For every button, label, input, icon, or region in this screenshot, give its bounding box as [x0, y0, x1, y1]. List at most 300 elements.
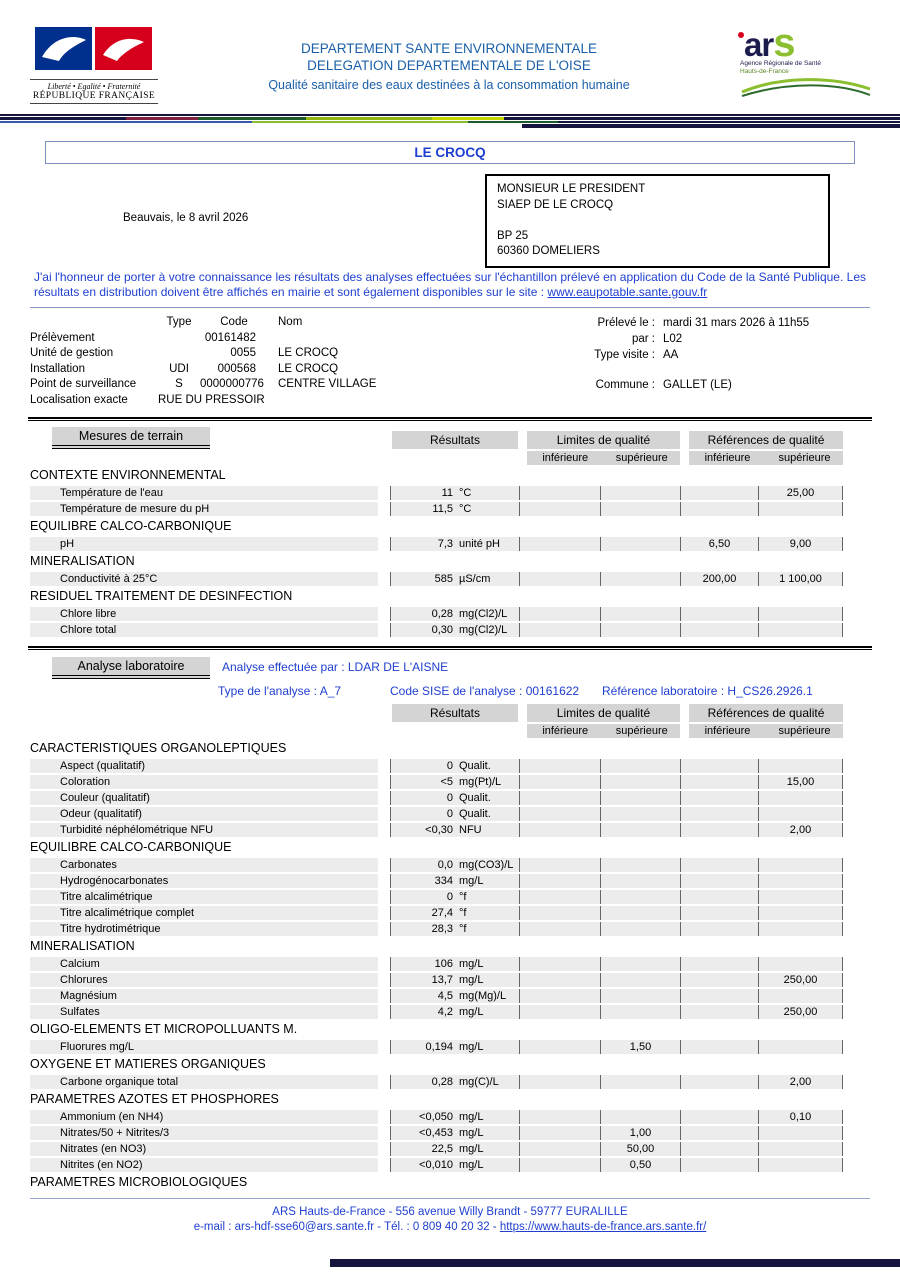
- sample-row-label: Unité de gestion: [30, 347, 114, 359]
- reference-superior-value: [758, 890, 843, 904]
- marianne-flag-icon: [34, 26, 154, 72]
- code-column-header: Code: [220, 316, 248, 328]
- intro-paragraph: [34, 270, 866, 299]
- limit-superior-value: [600, 1075, 680, 1089]
- result-unit: mg/L: [459, 875, 484, 887]
- limits-subheaders: [527, 724, 680, 738]
- sample-row-label: Localisation exacte: [30, 393, 128, 406]
- sampling-details: [560, 315, 870, 408]
- limit-inferior-value: [520, 537, 600, 551]
- result-cell: [390, 807, 520, 821]
- parameter-row: [30, 537, 843, 551]
- parameter-name: Couleur (qualitatif): [30, 791, 378, 805]
- parameter-row: [30, 759, 843, 773]
- limit-superior-value: [600, 922, 680, 936]
- parameter-row: [30, 775, 843, 789]
- parameter-group-header: PARAMETRES AZOTES ET PHOSPHORES: [30, 1092, 279, 1106]
- parameter-row: [30, 858, 843, 872]
- result-value: 28,3: [431, 923, 453, 935]
- result-unit: mg/L: [459, 974, 484, 986]
- parameter-row: [30, 1158, 843, 1172]
- limit-inferior-value: [520, 1126, 600, 1140]
- parameter-row: [30, 890, 843, 904]
- result-value: 22,5: [431, 1143, 453, 1155]
- limit-superior-value: [600, 989, 680, 1003]
- result-cell: [390, 890, 520, 904]
- sample-code-value: 0000000776: [200, 378, 264, 390]
- sample-info-row: [30, 331, 560, 347]
- lab-section-head: [30, 657, 900, 698]
- results-header: Résultats: [392, 704, 518, 722]
- column-gap: [378, 791, 390, 805]
- result-value: 0,28: [431, 608, 453, 620]
- parameter-group-header: CONTEXTE ENVIRONNEMENTAL: [30, 468, 226, 482]
- parameter-group-header: CARACTERISTIQUES ORGANOLEPTIQUES: [30, 741, 287, 755]
- terrain-section-label: Mesures de terrain: [52, 427, 210, 449]
- column-gap: [378, 607, 390, 621]
- reference-superior-subheader: supérieure: [778, 452, 831, 464]
- reference-inferior-value: [680, 1126, 758, 1140]
- reference-superior-value: 2,00: [758, 1075, 843, 1089]
- result-value: 106: [434, 958, 453, 970]
- parameter-row: [30, 973, 843, 987]
- reference-inferior-value: [680, 922, 758, 936]
- limit-superior-value: [600, 874, 680, 888]
- limit-inferior-value: [520, 1142, 600, 1156]
- sample-code-value: [200, 393, 268, 409]
- ars-wordmark: ars: [740, 28, 880, 60]
- parameter-row: [30, 486, 843, 500]
- result-value: 4,2: [437, 1006, 453, 1018]
- recipient-line: [497, 213, 818, 229]
- parameter-row: [30, 502, 843, 516]
- sample-row-label: Point de surveillance: [30, 378, 137, 390]
- parameter-row: [30, 1040, 843, 1054]
- type-column-header: Type: [166, 316, 192, 328]
- delegation-title: DELEGATION DEPARTEMENTALE DE L'OISE: [307, 58, 591, 73]
- sample-type-value: RUE DU PRESSOIR: [158, 393, 265, 406]
- result-cell: [390, 989, 520, 1003]
- column-gap: [378, 1142, 390, 1156]
- recipient-line: MONSIEUR LE PRESIDENT: [497, 183, 646, 195]
- column-gap: [378, 906, 390, 920]
- result-unit: unité pH: [459, 538, 500, 550]
- sample-row-label: Prélèvement: [30, 331, 95, 344]
- gov-republic-label: RÉPUBLIQUE FRANÇAISE: [30, 91, 158, 104]
- result-value: 13,7: [431, 974, 453, 986]
- result-cell: [390, 537, 520, 551]
- reference-superior-value: [758, 1158, 843, 1172]
- column-gap: [378, 572, 390, 586]
- heavy-divider: [28, 646, 872, 650]
- limit-inferior-value: [520, 775, 600, 789]
- parameter-row: [30, 1142, 843, 1156]
- reference-superior-value: [758, 623, 843, 637]
- result-value: 27,4: [431, 907, 453, 919]
- sample-code-value: 00161482: [204, 331, 256, 344]
- column-gap: [378, 1040, 390, 1054]
- reference-superior-value: 9,00: [758, 537, 843, 551]
- limit-superior-value: [600, 858, 680, 872]
- reference-inferior-value: [680, 502, 758, 516]
- result-value: 7,3: [437, 538, 453, 550]
- column-gap: [378, 1075, 390, 1089]
- result-unit: mg(Cl2)/L: [459, 624, 508, 636]
- reference-superior-value: [758, 957, 843, 971]
- result-unit: mg(Mg)/L: [459, 990, 507, 1002]
- column-gap: [378, 502, 390, 516]
- result-value: 585: [434, 573, 453, 585]
- limit-superior-value: 1,50: [600, 1040, 680, 1054]
- column-gap: [378, 957, 390, 971]
- reference-inferior-value: [680, 775, 758, 789]
- reference-superior-value: [758, 791, 843, 805]
- preleve-row: [560, 315, 870, 331]
- parameter-row: [30, 823, 843, 837]
- result-cell: [390, 874, 520, 888]
- terrain-table-body: [30, 467, 843, 637]
- result-value: <0,453: [419, 1127, 453, 1139]
- result-unit: °f: [459, 907, 467, 919]
- parameter-row: [30, 1075, 843, 1089]
- result-unit: mg/L: [459, 1041, 484, 1053]
- result-value: <0,050: [419, 1111, 453, 1123]
- result-cell: [390, 759, 520, 773]
- result-value: 0: [446, 891, 453, 903]
- limit-inferior-value: [520, 874, 600, 888]
- preleve-value: mardi 31 mars 2026 à 11h55: [663, 317, 810, 329]
- result-unit: mg/L: [459, 1143, 484, 1155]
- result-cell: [390, 775, 520, 789]
- limit-superior-value: [600, 1005, 680, 1019]
- heavy-divider: [28, 417, 872, 421]
- reference-superior-value: 250,00: [758, 973, 843, 987]
- ars-region-label: Hauts-de-France: [740, 68, 789, 75]
- document-subtitle: Qualité sanitaire des eaux destinées à la consommation humaine: [268, 78, 630, 92]
- stripe-green-blue: [0, 121, 900, 123]
- result-cell: [390, 1110, 520, 1124]
- sample-name-value: LE CROCQ: [278, 362, 339, 375]
- parameter-row: [30, 607, 843, 621]
- lab-analysis-meta: [218, 684, 900, 698]
- result-cell: [390, 922, 520, 936]
- reference-superior-value: [758, 1126, 843, 1140]
- parameter-row: [30, 874, 843, 888]
- result-cell: [390, 1040, 520, 1054]
- reference-inferior-value: [680, 989, 758, 1003]
- limit-superior-subheader: supérieure: [615, 725, 668, 737]
- result-unit: Qualit.: [459, 808, 491, 820]
- stripe-multicolor: [0, 117, 900, 120]
- parameter-row: [30, 572, 843, 586]
- reference-superior-value: [758, 922, 843, 936]
- commune-value: GALLET (LE): [663, 379, 732, 391]
- limit-superior-value: [600, 906, 680, 920]
- limit-inferior-value: [520, 572, 600, 586]
- result-unit: mg/L: [459, 1127, 484, 1139]
- sample-identification-table: [30, 315, 560, 408]
- sample-name-value: CENTRE VILLAGE: [278, 378, 377, 390]
- reference-superior-value: 2,00: [758, 823, 843, 837]
- references-subheaders: [689, 724, 843, 738]
- limit-inferior-value: [520, 957, 600, 971]
- column-gap: [378, 807, 390, 821]
- reference-superior-value: [758, 607, 843, 621]
- reference-superior-value: [758, 858, 843, 872]
- parameter-name: Turbidité néphélométrique NFU: [30, 823, 378, 837]
- column-gap: [378, 1005, 390, 1019]
- parameter-name: Température de l'eau: [30, 486, 378, 500]
- result-value: 0,0: [437, 859, 453, 871]
- parameter-row: [30, 957, 843, 971]
- preleve-label: Prélevé le :: [597, 317, 655, 329]
- result-cell: [390, 607, 520, 621]
- limit-superior-value: [600, 957, 680, 971]
- sample-name-value: [268, 393, 560, 409]
- network-title-box: LE CROCQ: [45, 141, 855, 164]
- quality-limits-header: Limites de qualité: [527, 431, 680, 449]
- result-unit: °C: [459, 503, 472, 515]
- reference-inferior-value: 200,00: [680, 572, 758, 586]
- parameter-row: [30, 1005, 843, 1019]
- reference-inferior-value: [680, 759, 758, 773]
- reference-superior-value: [758, 502, 843, 516]
- result-unit: mg/L: [459, 1159, 484, 1171]
- limit-superior-subheader: supérieure: [615, 452, 668, 464]
- sample-type-value: S: [175, 378, 183, 390]
- reference-inferior-value: 6,50: [680, 537, 758, 551]
- result-unit: mg(Pt)/L: [459, 776, 502, 788]
- par-value: L02: [663, 333, 683, 345]
- limit-inferior-value: [520, 973, 600, 987]
- lab-section-label: Analyse laboratoire: [52, 657, 210, 679]
- result-value: 0,194: [425, 1041, 453, 1053]
- document-titles: [158, 26, 740, 94]
- ars-website-link[interactable]: https://www.hauts-de-france.ars.sante.fr/: [499, 1221, 707, 1233]
- parameter-group-header: RESIDUEL TRAITEMENT DE DESINFECTION: [30, 589, 293, 603]
- footer-address: ARS Hauts-de-France - 556 avenue Willy Brandt - 59777 EURALILLE: [272, 1206, 628, 1218]
- result-unit: °f: [459, 891, 467, 903]
- footer-contact-text[interactable]: e-mail : ars-hdf-sse60@ars.sante.fr - Tél. : 0 809 40 20 32 -: [193, 1221, 500, 1233]
- limit-superior-value: [600, 890, 680, 904]
- result-value: <0,010: [419, 1159, 453, 1171]
- column-gap: [378, 775, 390, 789]
- parameter-group-header: MINERALISATION: [30, 554, 135, 568]
- intro-text: J'ai l'honneur de porter à votre connaissance les résultats des analyses effectuées sur l'échantillon prélevé en application du Code de la Santé Publique. Les résultats en distribution doivent être affichés en mairie et sont également disponibles sur le site :: [34, 270, 866, 299]
- reference-inferior-value: [680, 1158, 758, 1172]
- parameter-name: Magnésium: [30, 989, 378, 1003]
- result-cell: [390, 973, 520, 987]
- reference-inferior-value: [680, 807, 758, 821]
- limit-inferior-value: [520, 1158, 600, 1172]
- reference-inferior-value: [680, 874, 758, 888]
- limit-superior-value: [600, 1110, 680, 1124]
- result-unit: Qualit.: [459, 792, 491, 804]
- reference-inferior-value: [680, 858, 758, 872]
- lab-sise-code: Code SISE de l'analyse : 00161622: [390, 684, 580, 698]
- type-visite-row: [560, 347, 870, 363]
- parameter-name: Carbonates: [30, 858, 378, 872]
- sample-info-row: [30, 393, 560, 409]
- limit-inferior-value: [520, 858, 600, 872]
- parameter-name: Fluorures mg/L: [30, 1040, 378, 1054]
- result-value: 0: [446, 792, 453, 804]
- references-subheaders: [689, 451, 843, 465]
- recipient-line: BP 25: [497, 229, 529, 242]
- parameter-name: Nitrates/50 + Nitrites/3: [30, 1126, 378, 1140]
- parameter-name: pH: [30, 537, 378, 551]
- result-value: 0,28: [431, 1076, 453, 1088]
- parameter-name: Titre alcalimétrique: [30, 890, 378, 904]
- limit-superior-value: [600, 973, 680, 987]
- result-value: 334: [434, 875, 453, 887]
- commune-label: Commune :: [595, 379, 655, 391]
- result-unit: mg/L: [459, 1006, 484, 1018]
- parameter-group-header: EQUILIBRE CALCO-CARBONIQUE: [30, 840, 232, 854]
- limit-superior-value: 0,50: [600, 1158, 680, 1172]
- par-row: [560, 331, 870, 347]
- parameter-group-header: PARAMETRES MICROBIOLOGIQUES: [30, 1175, 248, 1189]
- limit-superior-value: [600, 537, 680, 551]
- limit-superior-value: [600, 775, 680, 789]
- sample-code-value: 000568: [217, 362, 256, 375]
- gov-motto: Liberté • Egalité • Fraternité: [30, 79, 158, 91]
- result-cell: [390, 502, 520, 516]
- reference-inferior-value: [680, 1005, 758, 1019]
- parameter-group-header: EQUILIBRE CALCO-CARBONIQUE: [30, 519, 232, 533]
- reference-superior-value: [758, 989, 843, 1003]
- lab-table-body: [30, 740, 843, 1191]
- parameter-name: Température de mesure du pH: [30, 502, 378, 516]
- reference-inferior-value: [680, 1075, 758, 1089]
- result-cell: [390, 906, 520, 920]
- sample-info-row: [30, 377, 560, 393]
- page-header: [0, 0, 900, 104]
- reference-inferior-value: [680, 623, 758, 637]
- limit-inferior-value: [520, 623, 600, 637]
- parameter-row: [30, 807, 843, 821]
- limit-superior-value: [600, 807, 680, 821]
- limits-subheaders: [527, 451, 680, 465]
- bottom-navy-bar: [330, 1259, 900, 1267]
- reference-inferior-value: [680, 607, 758, 621]
- parameter-name: Titre alcalimétrique complet: [30, 906, 378, 920]
- column-gap: [378, 486, 390, 500]
- reference-inferior-value: [680, 486, 758, 500]
- column-gap: [378, 1110, 390, 1124]
- result-cell: [390, 623, 520, 637]
- parameter-row: [30, 989, 843, 1003]
- sample-code-value: 0055: [230, 347, 256, 359]
- quality-references-header: Références de qualité: [689, 704, 843, 722]
- reference-superior-value: [758, 759, 843, 773]
- result-cell: [390, 572, 520, 586]
- parameter-row: [30, 791, 843, 805]
- limit-inferior-value: [520, 1040, 600, 1054]
- lab-analysis-type: Type de l'analyse : A_7: [218, 684, 342, 698]
- result-unit: mg(CO3)/L: [459, 859, 514, 871]
- commune-row: [560, 377, 870, 393]
- column-gap: [378, 922, 390, 936]
- sample-type-value: UDI: [169, 362, 189, 375]
- reference-superior-value: 250,00: [758, 1005, 843, 1019]
- limit-superior-value: [600, 791, 680, 805]
- column-gap: [378, 858, 390, 872]
- reference-superior-value: 0,10: [758, 1110, 843, 1124]
- result-value: <5: [440, 776, 453, 788]
- reference-superior-value: [758, 906, 843, 920]
- parameter-name: Aspect (qualitatif): [30, 759, 378, 773]
- parameter-name: Chlore libre: [30, 607, 378, 621]
- nom-column-header: Nom: [278, 316, 303, 328]
- result-value: 0: [446, 808, 453, 820]
- stripe-navy: [0, 114, 900, 116]
- eaupotable-link[interactable]: www.eaupotable.sante.gouv.fr: [547, 284, 708, 299]
- result-unit: NFU: [459, 824, 482, 836]
- recipient-line: 60360 DOMELIERS: [497, 245, 600, 257]
- place-and-date: Beauvais, le 8 avril 2026: [123, 212, 249, 224]
- limit-superior-value: [600, 502, 680, 516]
- page-footer: [0, 1205, 900, 1235]
- result-unit: °C: [459, 487, 472, 499]
- limit-inferior-value: [520, 791, 600, 805]
- reference-superior-value: 1 100,00: [758, 572, 843, 586]
- parameter-name: Nitrates (en NO3): [30, 1142, 378, 1156]
- parameter-name: Nitrites (en NO2): [30, 1158, 378, 1172]
- ars-logo: [740, 21, 880, 103]
- lab-table-header: [30, 704, 843, 738]
- limit-inferior-value: [520, 502, 600, 516]
- parameter-row: [30, 1126, 843, 1140]
- column-gap: [378, 1126, 390, 1140]
- reference-superior-value: 25,00: [758, 486, 843, 500]
- limit-inferior-subheader: inférieure: [542, 452, 589, 464]
- parameter-name: Chlore total: [30, 623, 378, 637]
- limit-inferior-value: [520, 989, 600, 1003]
- footer-rule: [30, 1198, 870, 1199]
- parameter-row: [30, 623, 843, 637]
- footer-contacts: [0, 1220, 900, 1235]
- sample-info-row: [30, 362, 560, 378]
- sample-row-label: Installation: [30, 362, 85, 375]
- reference-superior-value: [758, 1142, 843, 1156]
- terrain-table-header: [30, 427, 843, 465]
- limit-superior-value: 1,00: [600, 1126, 680, 1140]
- reference-inferior-value: [680, 973, 758, 987]
- results-header: Résultats: [392, 431, 518, 449]
- parameter-group-header: MINERALISATION: [30, 939, 135, 953]
- parameter-name: Hydrogénocarbonates: [30, 874, 378, 888]
- limit-inferior-value: [520, 1110, 600, 1124]
- lab-reference: Référence laboratoire : H_CS26.2926.1: [602, 684, 813, 698]
- column-gap: [378, 623, 390, 637]
- parameter-row: [30, 906, 843, 920]
- type-visite-label: Type visite :: [594, 349, 655, 361]
- limit-superior-value: 50,00: [600, 1142, 680, 1156]
- separator-rule: [30, 307, 870, 308]
- result-unit: °f: [459, 923, 467, 935]
- quality-references-header: Références de qualité: [689, 431, 843, 449]
- reference-inferior-subheader: inférieure: [704, 452, 751, 464]
- parameter-name: Coloration: [30, 775, 378, 789]
- stripe-navy-right: [0, 124, 900, 128]
- reference-superior-value: [758, 1040, 843, 1054]
- limit-inferior-subheader: inférieure: [542, 725, 589, 737]
- result-cell: [390, 1126, 520, 1140]
- limit-inferior-value: [520, 486, 600, 500]
- column-gap: [378, 759, 390, 773]
- sample-info-section: [30, 315, 870, 408]
